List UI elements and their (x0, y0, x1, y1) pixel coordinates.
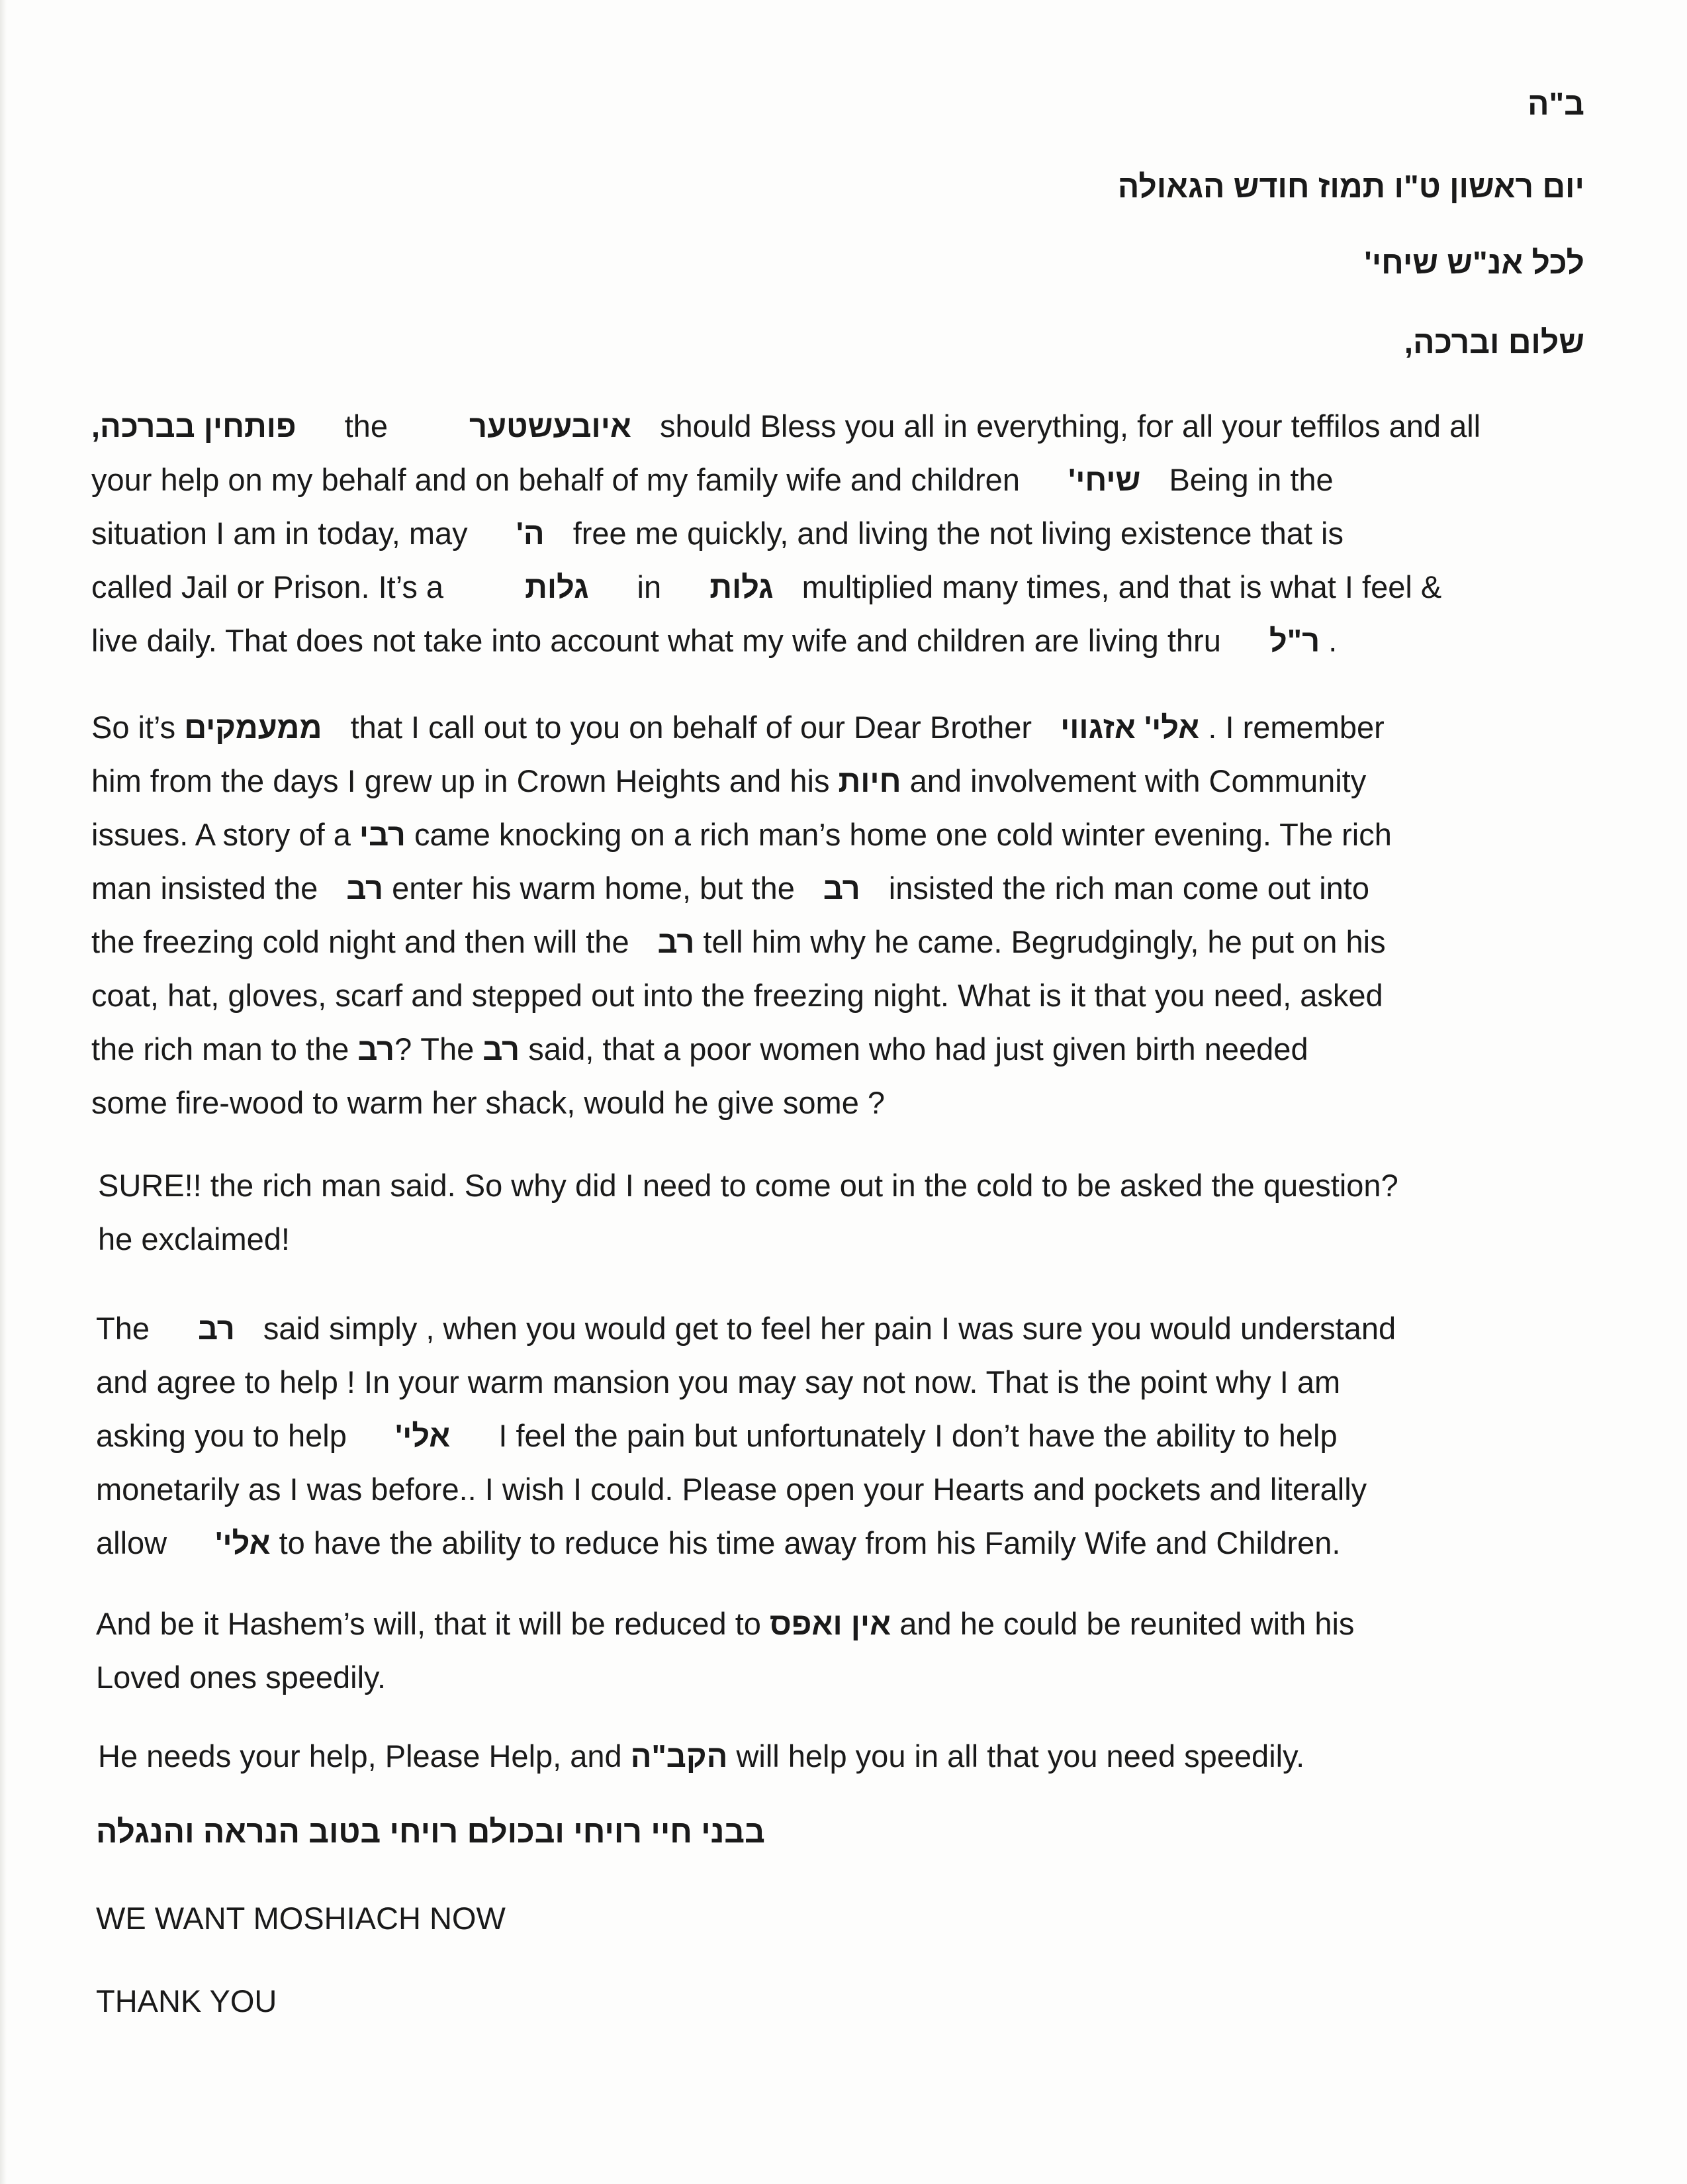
text: your help on my behalf and on behalf of my family wife and children (91, 462, 1020, 497)
text: live daily. That does not take into account what my wife and children are living thru (91, 623, 1221, 658)
text: and he could be reunited with his (899, 1606, 1355, 1641)
text: said, that a poor women who had just given birth needed (528, 1031, 1308, 1067)
p2-line-8: some fire-wood to warm her shack, would he give some ? (91, 1085, 886, 1120)
hebrew-phrase: אלי' אזגווי (1060, 710, 1200, 745)
hebrew-phrase: רב (198, 1311, 235, 1346)
paragraph-6 (98, 1729, 1594, 1783)
text: said simply , when you would get to feel her pain I was sure you would understand (263, 1311, 1396, 1346)
hebrew-phrase: ר"ל (1269, 623, 1320, 658)
text: asking you to help (96, 1418, 347, 1453)
p5-line-1 (96, 1597, 1592, 1650)
paragraph-4 (96, 1302, 1592, 1570)
hebrew-phrase: רב (657, 924, 695, 959)
paragraph-2 (91, 700, 1587, 1129)
hebrew-phrase: גלות (709, 569, 774, 604)
text: came knocking on a rich man’s home one cold winter evening. The rich (414, 817, 1392, 852)
scan-edge-shadow (0, 0, 7, 2184)
hebrew-phrase: שיחי' (1068, 462, 1141, 497)
text: man insisted the (91, 871, 318, 906)
p1-line-2 (91, 453, 1587, 506)
p2-line-1 (91, 700, 1587, 754)
text: him from the days I grew up in Crown Heights and his (91, 763, 830, 798)
text: in (637, 569, 662, 604)
hebrew-phrase: אלי' (394, 1418, 451, 1453)
text: and involvement with Community (909, 763, 1367, 798)
p6-line-1 (98, 1729, 1594, 1783)
moshiach-line: WE WANT MOSHIACH NOW (96, 1901, 506, 1936)
p3-line-2: he exclaimed! (98, 1221, 290, 1257)
thank-you-line: THANK YOU (96, 1983, 277, 2018)
text: enter his warm home, but the (392, 871, 795, 906)
hebrew-phrase: רב (357, 1031, 395, 1067)
p2-line-5 (91, 915, 1587, 969)
p2-line-6: coat, hat, gloves, scarf and stepped out into the freezing night. What is it that you need, asked (91, 978, 1383, 1013)
hebrew-phrase: חיות (838, 763, 901, 798)
text: the freezing cold night and then will the (91, 924, 629, 959)
hebrew-phrase: רבי (359, 817, 406, 852)
p2-line-4 (91, 861, 1587, 915)
date-line: יום ראשון ט"ו תמוז חודש הגאולה (1117, 169, 1584, 205)
hebrew-phrase: ממעמקים (184, 710, 322, 745)
text: that I call out to you on behalf of our Dear Brother (350, 710, 1032, 745)
p1-line-3 (91, 506, 1587, 560)
text: free me quickly, and living the not living existence that is (572, 516, 1344, 551)
bh-mark: ב"ה (1527, 87, 1584, 122)
text: And be it Hashem’s will, that it will be reduced to (96, 1606, 761, 1641)
text: called Jail or Prison. It’s a (91, 569, 444, 604)
addressee-line: לכל אנ"ש שיחי' (1364, 246, 1584, 281)
text: . (1328, 623, 1338, 658)
hebrew-phrase: הקב"ה (630, 1738, 728, 1774)
text: to have the ability to reduce his time away from his Family Wife and Children. (279, 1525, 1341, 1560)
paragraph-1 (91, 399, 1587, 667)
p3-line-1: SURE!! the rich man said. So why did I need to come out in the cold to be asked the question? (98, 1168, 1398, 1203)
text: So it’s (91, 710, 176, 745)
text: insisted the rich man come out into (888, 871, 1370, 906)
paragraph-3 (98, 1159, 1594, 1266)
hebrew-phrase: רב (823, 871, 860, 906)
hebrew-phrase: ה' (516, 516, 545, 551)
hebrew-phrase: גלות (525, 569, 589, 604)
hebrew-phrase: רב (482, 1031, 520, 1067)
text: situation I am in today, may (91, 516, 468, 551)
paragraph-5 (96, 1597, 1592, 1704)
text: the (344, 408, 388, 444)
p4-line-5 (96, 1516, 1592, 1570)
hebrew-phrase: אין ואפס (769, 1606, 891, 1641)
text: allow (96, 1525, 167, 1560)
hebrew-phrase: רב (346, 871, 384, 906)
text: . I remember (1208, 710, 1385, 745)
hebrew-phrase: אלי' (215, 1525, 271, 1560)
p4-line-2: and agree to help ! In your warm mansion you may say not now. That is the point why I am (96, 1364, 1341, 1400)
p1-line-5 (91, 614, 1587, 667)
text: will help you in all that you need speedily. (736, 1738, 1305, 1774)
text: tell him why he came. Begrudgingly, he put on his (703, 924, 1386, 959)
text: issues. A story of a (91, 817, 351, 852)
p1-line-1 (91, 399, 1587, 453)
greeting-line: שלום וברכה, (1404, 325, 1584, 360)
text: ? The (394, 1031, 475, 1067)
text: The (96, 1311, 150, 1346)
p5-line-2: Loved ones speedily. (96, 1660, 387, 1695)
p4-line-1 (96, 1302, 1592, 1355)
hebrew-phrase: פותחין בברכה, (91, 408, 296, 444)
p1-line-4 (91, 560, 1587, 614)
p4-line-3 (96, 1409, 1592, 1462)
p2-line-2 (91, 754, 1587, 808)
p4-line-4: monetarily as I was before.. I wish I could. Please open your Hearts and pockets and literally (96, 1472, 1367, 1507)
text: He needs your help, Please Help, and (98, 1738, 622, 1774)
text: should Bless you all in everything, for all your teffilos and all (660, 408, 1481, 444)
p2-line-7 (91, 1022, 1587, 1076)
hebrew-phrase: איובעשטער (469, 408, 631, 444)
text: the rich man to the (91, 1031, 349, 1067)
p2-line-3 (91, 808, 1587, 861)
closing-blessing: בבני חיי רויחי ובכולם רויחי בטוב הנראה והנגלה (96, 1815, 765, 1850)
text: Being in the (1169, 462, 1334, 497)
text: multiplied many times, and that is what I feel & (801, 569, 1442, 604)
text: I feel the pain but unfortunately I don’t have the ability to help (498, 1418, 1338, 1453)
